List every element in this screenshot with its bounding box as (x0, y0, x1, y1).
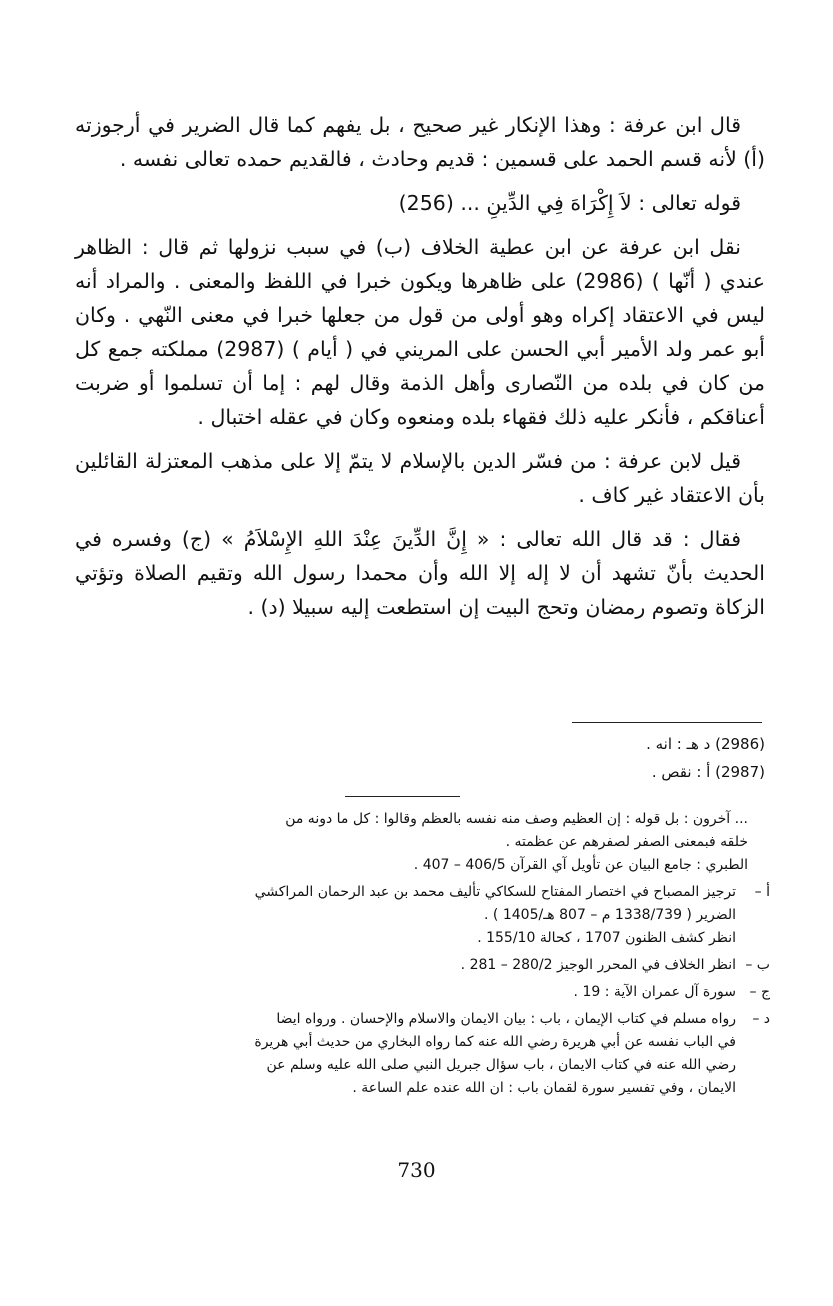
footnote-line: رضي الله عنه في كتاب الايمان ، باب سؤال جبريل النبي صلى الله عليه وسلم عن (266, 1057, 736, 1073)
manuscript-variants (520, 730, 765, 786)
main-text (75, 108, 765, 634)
footnote-marker: ب – (745, 957, 770, 973)
footnote-line: في الباب نفسه عن أبي هريرة رضي الله عنه كما رواه البخاري من حديث أبي هريرة (254, 1034, 736, 1050)
footnote-alif (80, 881, 770, 950)
footnote-jim (80, 981, 770, 1004)
footnote-marker: ج – (749, 984, 770, 1000)
paragraph-question: قيل لابن عرفة : من فسّر الدين بالإسلام لا يتمّ إلا على مذهب المعتزلة القائلين بأن الاعتقاد غير كاف . (75, 449, 765, 507)
paragraph-ibn-arafa-comment: قال ابن عرفة : وهذا الإنكار غير صحيح ، بل يفهم كما قال الضرير في أرجوزته (أ) لأنه قسم الحمد على قسمين : قديم وحادث ، فالقديم حمده تعالى نفسه . (75, 113, 765, 171)
paragraph-answer: فقال : قد قال الله تعالى : « إِنَّ الدِّينَ عِنْدَ اللهِ الإِسْلاَمُ » (ج) وفسره في الحديث بأنّ تشهد أن لا إله إلا الله وأن محمدا رسول الله وتقيم الصلاة وتؤتي الزكاة وتصوم رمضان وتحج البيت إن استطعت إليه سبيلا (د) . (75, 527, 765, 619)
footnote-line: الايمان ، وفي تفسير سورة لقمان باب : ان الله عنده علم الساعة . (352, 1080, 736, 1096)
paragraph-revelation-cause: نقل ابن عرفة عن ابن عطية الخلاف (ب) في سبب نزولها ثم قال : الظاهر عندي ( أنّها ) (2986) على ظاهرها ويكون خبرا في اللفظ والمعنى . والمراد أنه ليس في الاعتقاد إكراه وهو أولى من قول من جعلها خبرا في معنى النّهي . وكان أبو عمر ولد الأمير أبي الحسن على المريني في ( أيام ) (2987) مملكته جمع كل من كان في بلده من النّصارى وأهل الذمة وقال لهم : إما أن تسلموا أو ضربت أعناقكم ، فأنكر عليه ذلك فقهاء بلده ومنعوه وكان في عقله اختبال . (75, 235, 765, 429)
footnote-line: انظر الخلاف في المحرر الوجيز 280/2 – 281 . (460, 957, 736, 973)
footnote-line: ... آخرون : بل قوله : إن العظيم وصف منه نفسه بالعظم وقالوا : كل ما دونه من (285, 811, 748, 827)
footnote-marker: د – (752, 1011, 770, 1027)
verse-heading: قوله تعالى : لاَ إِكْرَاهَ فِي الدِّينِ ... (256) (398, 191, 741, 215)
variant-note: (2986) د هـ : انه . (646, 735, 765, 753)
footnote-ba (80, 954, 770, 977)
footnote-continuation (80, 808, 770, 877)
footnote-line: ترجيز المصباح في اختصار المفتاح للسكاكي تأليف محمد بن عبد الرحمان المراكشي (254, 884, 736, 900)
variants-divider (572, 722, 762, 723)
footnotes-divider (345, 796, 460, 797)
footnote-line: الطبري : جامع البيان عن تأويل آي القرآن 406/5 – 407 . (413, 857, 748, 873)
footnote-dal (80, 1008, 770, 1100)
footnote-marker: أ – (754, 884, 770, 900)
footnote-line: سورة آل عمران الآية : 19 . (573, 984, 736, 1000)
footnotes (80, 808, 770, 1104)
footnote-line: انظر كشف الظنون 1707 ، كحالة 155/10 . (477, 930, 736, 946)
footnote-line: رواه مسلم في كتاب الإيمان ، باب : بيان الايمان والاسلام والإحسان . ورواه ايضا (276, 1011, 736, 1027)
variant-note: (2987) أ : نقص . (651, 763, 765, 781)
page-number: 730 (397, 1158, 436, 1182)
footnote-line: الضرير ( 1338/739 م – 807 هـ/1405 ) . (484, 907, 736, 923)
footnote-line: خلقه فبمعنى الصفر لصفرهم عن عظمته . (505, 834, 748, 850)
